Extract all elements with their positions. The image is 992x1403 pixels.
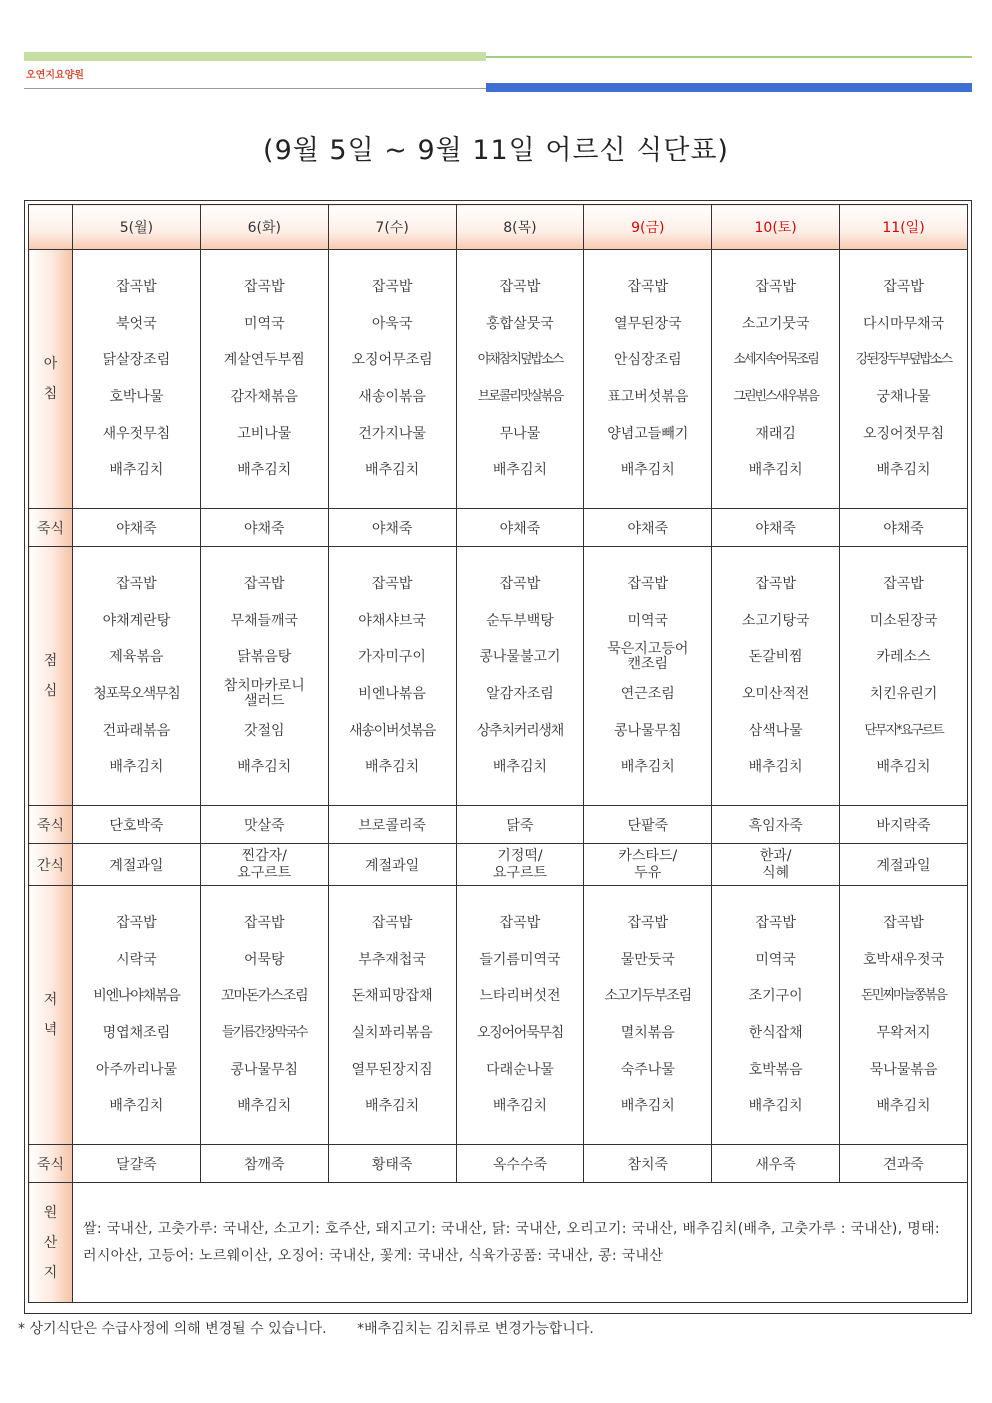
menu-item: 콩나물무침 (230, 1061, 299, 1078)
porridge-cell: 야채죽 (456, 509, 584, 547)
menu-item: 호박볶음 (748, 1061, 803, 1078)
porridge-cell: 참치죽 (584, 1145, 712, 1183)
menu-item: 잡곡밥 (371, 914, 413, 931)
menu-item: 배추김치 (109, 462, 164, 479)
menu-cell (328, 250, 456, 509)
menu-item: 오징어젓무침 (862, 425, 945, 442)
menu-item: 잡곡밥 (755, 278, 796, 295)
snack-cell: 계절과일 (73, 844, 201, 886)
header-green-line (486, 56, 972, 58)
menu-item: 열무된장국 (613, 315, 682, 332)
menu-item: 새송이버섯볶음 (348, 722, 436, 739)
menu-item: 제육볶음 (109, 649, 164, 666)
menu-item: 잡곡밥 (755, 575, 796, 592)
menu-item: 참치마카로니 샐러드 (223, 678, 305, 709)
menu-item: 잡곡밥 (243, 575, 285, 592)
porridge-cell: 야채죽 (328, 509, 456, 547)
menu-item: 명엽채조림 (102, 1025, 171, 1041)
section-label: 죽식 (29, 509, 73, 547)
menu-item: 미역국 (755, 951, 796, 968)
lunch-row (29, 547, 968, 806)
menu-item: 배추김치 (237, 759, 292, 776)
menu-item: 느타리버섯전 (479, 988, 561, 1005)
menu-item: 건파래볶음 (102, 722, 171, 739)
menu-item: 배추김치 (620, 1098, 675, 1115)
menu-item: 배추김치 (620, 462, 675, 479)
menu-item: 야채샤브국 (358, 612, 426, 629)
section-label: 죽식 (29, 1145, 73, 1183)
section-label: 죽식 (29, 806, 73, 844)
menu-table (28, 204, 968, 1303)
header-gray-line (24, 88, 486, 89)
menu-item: 배추김치 (237, 1098, 292, 1115)
porridge-cell: 단호박죽 (73, 806, 201, 844)
porridge-cell: 참깨죽 (200, 1145, 328, 1183)
menu-item: 콩나물무침 (613, 722, 682, 739)
menu-item: 조기구이 (748, 988, 803, 1005)
menu-item: 소고기뭇국 (741, 315, 810, 332)
menu-item: 단무지*요구르트 (864, 722, 943, 738)
menu-item: 비엔나볶음 (358, 686, 426, 702)
menu-cell (712, 886, 840, 1145)
menu-item: 재래김 (755, 425, 796, 442)
porridge-cell: 야채죽 (712, 509, 840, 547)
menu-item: 미소된장국 (869, 612, 938, 629)
menu-item: 새송이볶음 (358, 389, 426, 405)
menu-cell (456, 250, 584, 509)
menu-item: 소고기탕국 (741, 612, 810, 629)
menu-cell (200, 547, 328, 806)
menu-item: 미역국 (243, 315, 285, 332)
menu-cell (840, 547, 968, 806)
porridge-cell: 야채죽 (584, 509, 712, 547)
day-header: 10(토) (712, 205, 840, 250)
menu-item: 배추김치 (492, 462, 547, 479)
header-green-bar (24, 52, 486, 61)
menu-item: 오미산적전 (741, 686, 810, 702)
menu-item: 들기름미역국 (479, 951, 561, 968)
menu-item: 잡곡밥 (371, 575, 413, 592)
menu-item: 배추김치 (620, 759, 675, 776)
porridge-cell: 견과죽 (840, 1145, 968, 1183)
menu-item: 잡곡밥 (883, 575, 924, 592)
breakfast-porridge-row (29, 509, 968, 547)
porridge-cell: 단팥죽 (584, 806, 712, 844)
menu-item: 잡곡밥 (499, 278, 541, 295)
menu-item: 안심장조림 (613, 352, 682, 369)
menu-item: 고비나물 (237, 425, 292, 442)
footnote (18, 1318, 594, 1338)
menu-item: 그린빈스새우볶음 (733, 389, 818, 404)
menu-item: 갓절임 (243, 722, 285, 739)
corner-cell (29, 205, 73, 250)
menu-item: 궁채나물 (876, 389, 931, 405)
porridge-cell: 야채죽 (73, 509, 201, 547)
menu-item: 잡곡밥 (371, 278, 413, 295)
menu-item: 브로콜리맛살볶음 (477, 389, 563, 404)
menu-item: 삼색나물 (748, 722, 803, 739)
porridge-cell: 새우죽 (712, 1145, 840, 1183)
menu-item: 무왁저지 (876, 1025, 931, 1041)
menu-item: 다래순나물 (486, 1061, 554, 1078)
menu-item: 잡곡밥 (116, 575, 157, 592)
menu-cell (73, 547, 201, 806)
menu-item: 열무된장지짐 (351, 1061, 433, 1078)
menu-item: 숙주나물 (620, 1061, 675, 1078)
footnote-2: *배추김치는 김치류로 변경가능합니다. (357, 1321, 594, 1337)
menu-item: 잡곡밥 (755, 914, 796, 931)
menu-item: 표고버섯볶음 (607, 389, 689, 405)
menu-item: 오징어어묵무침 (476, 1025, 564, 1041)
menu-cell (584, 886, 712, 1145)
menu-item: 연근조림 (620, 686, 675, 702)
menu-item: 배추김치 (876, 1098, 931, 1115)
section-label: 간식 (29, 844, 73, 886)
section-label: 아 침 (29, 250, 73, 509)
section-label: 점 심 (29, 547, 73, 806)
menu-item: 아주까리나물 (95, 1061, 177, 1078)
menu-item: 꼬마돈가스조림 (221, 988, 308, 1005)
menu-item: 잡곡밥 (116, 914, 157, 931)
menu-item: 잡곡밥 (116, 278, 157, 295)
menu-cell (712, 547, 840, 806)
menu-cell (73, 886, 201, 1145)
menu-cell (456, 547, 584, 806)
menu-item: 돈갈비찜 (748, 649, 803, 666)
menu-item: 잡곡밥 (243, 914, 285, 931)
porridge-cell: 닭죽 (456, 806, 584, 844)
menu-item: 계살연두부찜 (223, 352, 305, 369)
menu-item: 콩나물불고기 (479, 649, 561, 666)
menu-item: 부추재첩국 (358, 951, 426, 968)
origin-row (29, 1183, 968, 1303)
menu-item: 잡곡밥 (499, 914, 541, 931)
dinner-porridge-row (29, 1145, 968, 1183)
day-header: 9(금) (584, 205, 712, 250)
menu-cell (200, 886, 328, 1145)
day-header: 8(목) (456, 205, 584, 250)
day-header: 7(수) (328, 205, 456, 250)
menu-cell (840, 886, 968, 1145)
snack-cell: 계절과일 (328, 844, 456, 886)
menu-item: 멸치볶음 (620, 1025, 675, 1041)
menu-item: 배추김치 (876, 759, 931, 776)
header-blue-bar (486, 83, 972, 92)
menu-cell (584, 547, 712, 806)
menu-item: 배추김치 (748, 1098, 803, 1115)
menu-cell (200, 250, 328, 509)
porridge-cell: 야채죽 (200, 509, 328, 547)
menu-item: 실치꽈리볶음 (351, 1025, 433, 1041)
section-label: 저 녁 (29, 886, 73, 1145)
menu-item: 배추김치 (748, 462, 803, 479)
menu-item: 닭살장조림 (102, 352, 171, 369)
menu-cell (584, 250, 712, 509)
porridge-cell: 황태죽 (328, 1145, 456, 1183)
menu-item: 잡곡밥 (499, 575, 541, 592)
menu-item: 물만둣국 (620, 951, 675, 968)
origin-label: 원 산 지 (29, 1183, 73, 1303)
menu-cell (328, 886, 456, 1145)
lunch-porridge-row (29, 806, 968, 844)
porridge-cell: 브로콜리죽 (328, 806, 456, 844)
menu-item: 배추김치 (748, 759, 803, 776)
porridge-cell: 흑임자죽 (712, 806, 840, 844)
menu-item: 무채들깨국 (230, 612, 299, 629)
menu-item: 청포묵오색무침 (93, 686, 180, 702)
menu-item: 돈민찌마늘쫑볶음 (861, 988, 946, 1004)
menu-item: 야채참치덮밥소스 (477, 352, 563, 368)
porridge-cell: 맛살죽 (200, 806, 328, 844)
menu-item: 배추김치 (365, 1098, 420, 1115)
day-header-row (29, 205, 968, 250)
porridge-cell: 달걀죽 (73, 1145, 201, 1183)
snack-row (29, 844, 968, 886)
menu-item: 건가지나물 (358, 425, 426, 442)
menu-item: 상추치커리생채 (476, 722, 564, 739)
menu-item: 잡곡밥 (243, 278, 285, 295)
menu-item: 배추김치 (492, 759, 547, 776)
menu-item: 시락국 (116, 951, 157, 968)
snack-cell: 한과/ 식혜 (712, 844, 840, 886)
menu-item: 미역국 (627, 612, 669, 629)
footnote-1: * 상기식단은 수급사정에 의해 변경될 수 있습니다. (18, 1321, 327, 1337)
day-header: 5(월) (73, 205, 201, 250)
snack-cell: 찐감자/ 요구르트 (200, 844, 328, 886)
snack-cell: 기정떡/ 요구르트 (456, 844, 584, 886)
snack-cell: 계절과일 (840, 844, 968, 886)
menu-item: 소세지속어묵조림 (733, 352, 818, 368)
menu-item: 알감자조림 (486, 686, 554, 702)
menu-item: 순두부백탕 (486, 612, 554, 629)
menu-item: 다시마무채국 (862, 315, 945, 332)
snack-cell: 카스타드/ 두유 (584, 844, 712, 886)
origin-text: 쌀: 국내산, 고춧가루: 국내산, 소고기: 호주산, 돼지고기: 국내산, 닭: 국내산, 오리고기: 국내산, 배추김치(배추, 고춧가루 : 국내산), 명태: 러시아산, 고등어: 노르웨이산, 오징어: 국내산, 꽃게: 국내산, 식육가공품: 국내산, 콩: 국내산 (73, 1183, 968, 1303)
day-header: 11(일) (840, 205, 968, 250)
menu-cell (328, 547, 456, 806)
menu-item: 새우젓무침 (102, 425, 171, 442)
menu-item: 소고기두부조림 (604, 988, 691, 1005)
menu-item: 들기름간장막국수 (222, 1025, 307, 1040)
menu-item: 배추김치 (109, 1098, 164, 1115)
menu-item: 치킨유린기 (869, 686, 938, 702)
menu-cell (712, 250, 840, 509)
menu-item: 감자채볶음 (230, 389, 299, 405)
menu-item: 한식잡채 (748, 1025, 803, 1041)
menu-item: 잡곡밥 (627, 914, 669, 931)
menu-item: 야채계란탕 (102, 612, 171, 629)
menu-item: 잡곡밥 (883, 278, 924, 295)
menu-cell (456, 886, 584, 1145)
menu-item: 아욱국 (371, 315, 413, 332)
menu-item: 배추김치 (492, 1098, 547, 1115)
dinner-row (29, 886, 968, 1145)
menu-item: 잡곡밥 (627, 278, 669, 295)
menu-item: 강된장두부덮밥소스 (856, 352, 952, 368)
porridge-cell: 옥수수죽 (456, 1145, 584, 1183)
breakfast-row (29, 250, 968, 509)
menu-item: 카레소스 (876, 649, 931, 666)
menu-item: 잡곡밥 (627, 575, 669, 592)
menu-item: 묵나물볶음 (869, 1061, 938, 1078)
menu-item: 가자미구이 (358, 649, 426, 666)
menu-item: 배추김치 (109, 759, 164, 776)
menu-item: 잡곡밥 (883, 914, 924, 931)
menu-item: 배추김치 (237, 462, 292, 479)
menu-item: 무나물 (499, 425, 541, 442)
menu-item: 홍합살뭇국 (486, 315, 554, 332)
menu-item: 돈채피망잡채 (351, 988, 433, 1005)
menu-item: 배추김치 (876, 462, 931, 479)
menu-item: 비엔나야채볶음 (93, 988, 180, 1005)
menu-cell (73, 250, 201, 509)
menu-item: 오징어무조림 (351, 352, 433, 369)
porridge-cell: 야채죽 (840, 509, 968, 547)
menu-item: 호박새우젓국 (862, 951, 945, 968)
menu-item: 호박나물 (109, 389, 164, 405)
porridge-cell: 바지락죽 (840, 806, 968, 844)
menu-cell (840, 250, 968, 509)
day-header: 6(화) (200, 205, 328, 250)
page-title: (9월 5일 ~ 9월 11일 어르신 식단표) (263, 135, 729, 166)
menu-item: 닭볶음탕 (237, 649, 292, 666)
org-name: 오연지요양원 (26, 70, 84, 81)
menu-item: 배추김치 (365, 759, 420, 776)
menu-item: 어묵탕 (243, 951, 285, 968)
menu-item: 양념고들빼기 (607, 425, 689, 442)
menu-item: 북엇국 (116, 315, 157, 332)
menu-item: 묵은지고등어 캔조림 (607, 641, 689, 673)
menu-item: 배추김치 (365, 462, 420, 479)
